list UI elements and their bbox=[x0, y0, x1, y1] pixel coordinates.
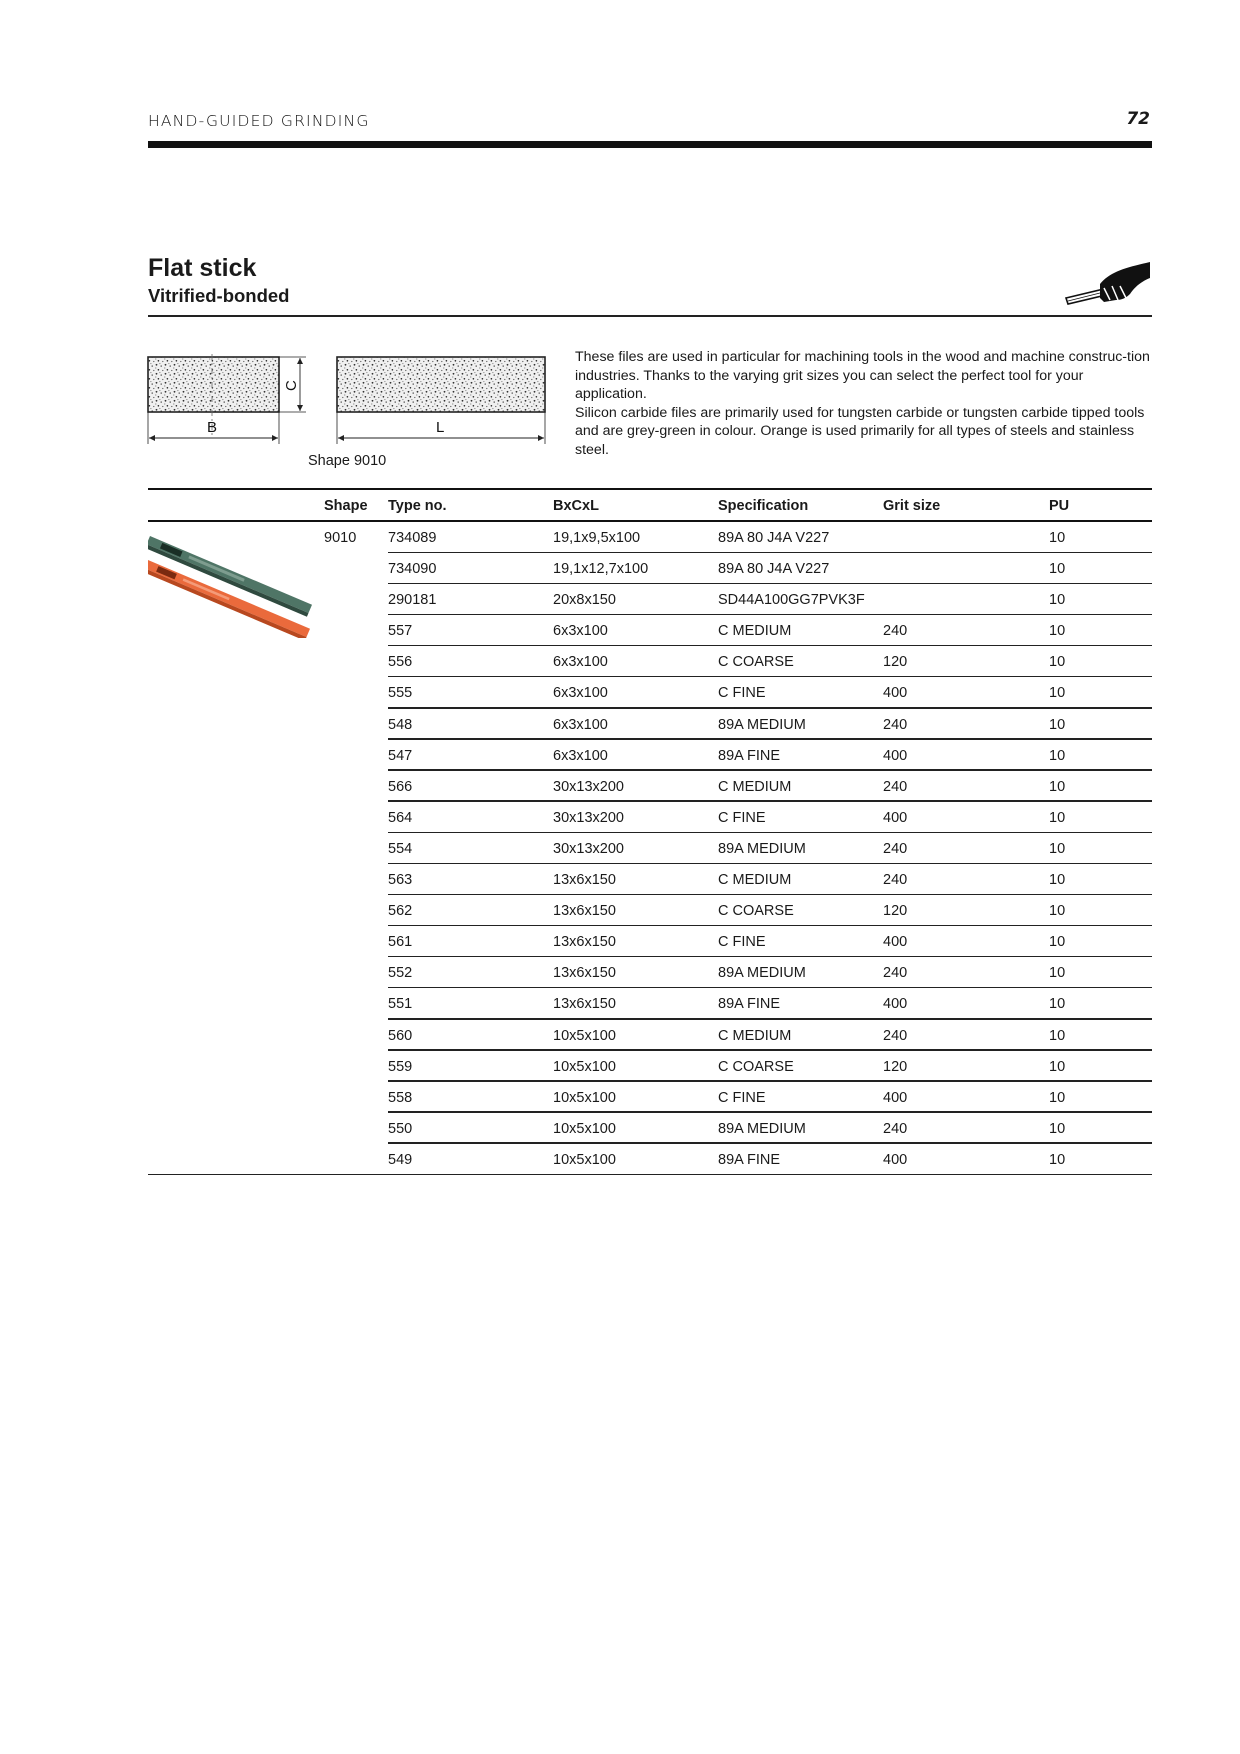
cell-dimensions: 30x13x200 bbox=[553, 809, 624, 826]
table-row bbox=[0, 553, 1240, 584]
dimension-label-l: L bbox=[436, 419, 445, 436]
cell-pu: 10 bbox=[1049, 778, 1066, 795]
cell-grit-size: 120 bbox=[883, 1058, 908, 1075]
cell-specification: C MEDIUM bbox=[718, 623, 792, 640]
cell-grit-size: 240 bbox=[883, 623, 908, 640]
cell-type-no: 549 bbox=[388, 1151, 413, 1168]
cell-dimensions: 6x3x100 bbox=[553, 747, 608, 764]
cell-specification: SD44A100GG7PVK3F bbox=[718, 592, 865, 609]
cell-type-no: 563 bbox=[388, 872, 413, 889]
table-row bbox=[0, 646, 1240, 677]
cell-grit-size: 240 bbox=[883, 778, 908, 795]
cell-type-no: 557 bbox=[388, 623, 413, 640]
table-row bbox=[0, 926, 1240, 957]
cell-grit-size: 240 bbox=[883, 716, 908, 733]
cell-type-no: 547 bbox=[388, 747, 413, 764]
cell-specification: 89A FINE bbox=[718, 1151, 781, 1168]
cell-dimensions: 13x6x150 bbox=[553, 996, 616, 1013]
cell-grit-size: 400 bbox=[883, 747, 908, 764]
cell-specification: C COARSE bbox=[718, 654, 794, 671]
cell-specification: 89A MEDIUM bbox=[718, 716, 806, 733]
cell-specification: C COARSE bbox=[718, 903, 794, 920]
cell-type-no: 548 bbox=[388, 716, 413, 733]
table-row bbox=[0, 677, 1240, 708]
product-title: Flat stick bbox=[148, 254, 257, 282]
title-rule bbox=[148, 315, 1152, 317]
cell-grit-size: 400 bbox=[883, 934, 908, 951]
table-row bbox=[0, 895, 1240, 926]
cell-specification: 89A MEDIUM bbox=[718, 965, 806, 982]
cell-type-no: 566 bbox=[388, 778, 413, 795]
cell-dimensions: 6x3x100 bbox=[553, 623, 608, 640]
cell-specification: C MEDIUM bbox=[718, 872, 792, 889]
cell-grit-size: 120 bbox=[883, 654, 908, 671]
cell-grit-size: 120 bbox=[883, 903, 908, 920]
cell-dimensions: 10x5x100 bbox=[553, 1027, 616, 1044]
shape-caption: Shape 9010 bbox=[308, 453, 387, 469]
cell-grit-size: 240 bbox=[883, 872, 908, 889]
cell-pu: 10 bbox=[1049, 1058, 1066, 1075]
table-row bbox=[0, 709, 1240, 740]
header-rule bbox=[148, 141, 1152, 148]
product-table bbox=[0, 522, 1240, 1175]
table-row bbox=[0, 771, 1240, 802]
cell-dimensions: 13x6x150 bbox=[553, 965, 616, 982]
table-row bbox=[0, 802, 1240, 833]
cell-pu: 10 bbox=[1049, 1027, 1066, 1044]
running-head bbox=[148, 109, 1152, 132]
table-row bbox=[0, 1144, 1240, 1175]
cell-dimensions: 10x5x100 bbox=[553, 1151, 616, 1168]
table-row bbox=[0, 957, 1240, 988]
cell-pu: 10 bbox=[1049, 561, 1066, 578]
cell-specification: C FINE bbox=[718, 934, 766, 951]
column-header-type-no: Type no. bbox=[388, 498, 447, 514]
cell-type-no: 734089 bbox=[388, 530, 437, 546]
product-description bbox=[575, 348, 1155, 460]
cell-type-no: 561 bbox=[388, 934, 413, 951]
cell-pu: 10 bbox=[1049, 685, 1066, 702]
cell-grit-size: 240 bbox=[883, 1120, 908, 1137]
table-bottom-rule bbox=[148, 1174, 1152, 1175]
cell-type-no: 564 bbox=[388, 809, 413, 826]
cell-grit-size: 400 bbox=[883, 1089, 908, 1106]
cell-dimensions: 30x13x200 bbox=[553, 840, 624, 857]
column-header-dimensions: BxCxL bbox=[553, 498, 599, 514]
cell-dimensions: 10x5x100 bbox=[553, 1120, 616, 1137]
cell-pu: 10 bbox=[1049, 1089, 1066, 1106]
cell-type-no: 560 bbox=[388, 1027, 413, 1044]
cell-dimensions: 6x3x100 bbox=[553, 654, 608, 671]
cell-specification: C FINE bbox=[718, 685, 766, 702]
cell-dimensions: 10x5x100 bbox=[553, 1058, 616, 1075]
shape-technical-drawing bbox=[146, 354, 552, 450]
column-header-shape: Shape bbox=[324, 498, 368, 514]
cell-specification: 89A MEDIUM bbox=[718, 840, 806, 857]
hand-holding-stick-icon bbox=[1064, 258, 1152, 308]
column-header-specification: Specification bbox=[718, 498, 809, 514]
cell-dimensions: 10x5x100 bbox=[553, 1089, 616, 1106]
cell-pu: 10 bbox=[1049, 872, 1066, 889]
table-row bbox=[0, 988, 1240, 1019]
table-header bbox=[148, 490, 1152, 520]
cell-dimensions: 13x6x150 bbox=[553, 872, 616, 889]
cell-specification: 89A FINE bbox=[718, 747, 781, 764]
table-row bbox=[0, 1020, 1240, 1051]
column-header-grit-size: Grit size bbox=[883, 498, 941, 514]
cell-type-no: 559 bbox=[388, 1058, 413, 1075]
cell-type-no: 554 bbox=[388, 840, 413, 857]
cell-specification: C FINE bbox=[718, 809, 766, 826]
section-title: HAND-GUIDED GRINDING bbox=[148, 112, 370, 130]
cell-dimensions: 6x3x100 bbox=[553, 685, 608, 702]
cell-specification: C MEDIUM bbox=[718, 778, 792, 795]
cell-dimensions: 13x6x150 bbox=[553, 934, 616, 951]
cell-type-no: 550 bbox=[388, 1120, 413, 1137]
cell-specification: 89A MEDIUM bbox=[718, 1120, 806, 1137]
product-subtitle: Vitrified-bonded bbox=[148, 285, 290, 306]
cell-grit-size: 400 bbox=[883, 809, 908, 826]
cell-specification: C FINE bbox=[718, 1089, 766, 1106]
cell-type-no: 551 bbox=[388, 996, 413, 1013]
cell-specification: C MEDIUM bbox=[718, 1027, 792, 1044]
cell-pu: 10 bbox=[1049, 809, 1066, 826]
cell-type-no: 556 bbox=[388, 654, 413, 671]
dimension-label-c: C bbox=[283, 380, 300, 391]
table-row bbox=[0, 615, 1240, 646]
cell-grit-size: 400 bbox=[883, 1151, 908, 1168]
cell-pu: 10 bbox=[1049, 716, 1066, 733]
cell-grit-size: 400 bbox=[883, 685, 908, 702]
cell-pu: 10 bbox=[1049, 623, 1066, 640]
cell-grit-size: 240 bbox=[883, 965, 908, 982]
cell-grit-size: 240 bbox=[883, 1027, 908, 1044]
cell-pu: 10 bbox=[1049, 1120, 1066, 1137]
cell-pu: 10 bbox=[1049, 903, 1066, 920]
cell-dimensions: 13x6x150 bbox=[553, 903, 616, 920]
cell-type-no: 562 bbox=[388, 903, 413, 920]
description-paragraph: These files are used in particular for machining tools in the wood and machine construc-tion industries. Thanks to the varying grit sizes you can select the perfect tool for your application. bbox=[575, 349, 1150, 403]
cell-specification: C COARSE bbox=[718, 1058, 794, 1075]
cell-pu: 10 bbox=[1049, 1151, 1066, 1168]
cell-type-no: 734090 bbox=[388, 561, 437, 578]
cell-type-no: 558 bbox=[388, 1089, 413, 1106]
cell-pu: 10 bbox=[1049, 747, 1066, 764]
cell-type-no: 290181 bbox=[388, 592, 437, 609]
table-row bbox=[0, 864, 1240, 895]
cell-pu: 10 bbox=[1049, 934, 1066, 951]
cell-dimensions: 30x13x200 bbox=[553, 778, 624, 795]
cell-type-no: 555 bbox=[388, 685, 413, 702]
cell-grit-size: 240 bbox=[883, 840, 908, 857]
table-row bbox=[0, 1113, 1240, 1144]
column-header-pu: PU bbox=[1049, 498, 1070, 514]
cell-type-no: 552 bbox=[388, 965, 413, 982]
cell-shape: 9010 bbox=[324, 530, 357, 546]
cell-pu: 10 bbox=[1049, 530, 1066, 546]
table-row bbox=[0, 584, 1240, 615]
cell-specification: 89A 80 J4A V227 bbox=[718, 561, 830, 578]
table-row bbox=[0, 1051, 1240, 1082]
cell-dimensions: 19,1x9,5x100 bbox=[553, 530, 641, 546]
cell-dimensions: 19,1x12,7x100 bbox=[553, 561, 649, 578]
cell-dimensions: 6x3x100 bbox=[553, 716, 608, 733]
cell-dimensions: 20x8x150 bbox=[553, 592, 616, 609]
table-row bbox=[0, 522, 1240, 553]
cell-pu: 10 bbox=[1049, 840, 1066, 857]
cell-pu: 10 bbox=[1049, 965, 1066, 982]
page-number: 72 bbox=[1126, 109, 1150, 129]
cell-specification: 89A 80 J4A V227 bbox=[718, 530, 830, 546]
cell-specification: 89A FINE bbox=[718, 996, 781, 1013]
cell-pu: 10 bbox=[1049, 996, 1066, 1013]
description-paragraph: Silicon carbide files are primarily used for tungsten carbide or tungsten carbide tipped tools and are grey-green in colour. Orange is used primarily for all types of steels and stainless steel. bbox=[575, 404, 1145, 458]
cell-grit-size: 400 bbox=[883, 996, 908, 1013]
cell-pu: 10 bbox=[1049, 592, 1066, 609]
table-row bbox=[0, 833, 1240, 864]
dimension-label-b: B bbox=[207, 419, 218, 436]
table-row bbox=[0, 1082, 1240, 1113]
table-row bbox=[0, 740, 1240, 771]
cell-pu: 10 bbox=[1049, 654, 1066, 671]
